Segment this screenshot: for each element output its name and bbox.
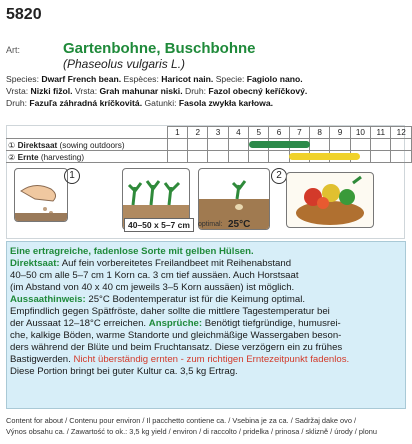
- desc-line-4: Aussaathinweis: 25°C Bodentemperatur ist für die Keimung optimal.: [10, 294, 305, 305]
- harvest-period-bar: [289, 153, 360, 160]
- row-label-harvest: ② Ernte (harvesting): [6, 151, 167, 163]
- art-label: Art:: [6, 45, 21, 55]
- month-10: 10: [350, 127, 370, 139]
- desc-line-8: ders während der Blüte und beim Fruchtansatz. Diese verzögern ein zu frühes: [10, 342, 343, 353]
- harvest-illustration: [286, 172, 374, 228]
- translation-line-3: Druh: Fazuľa záhradná kríčkovitá. Gatunki: Fasola zwykła karłowa.: [6, 98, 273, 108]
- desc-line-2: 40–50 cm alle 5–7 cm 1 Korn ca. 3 cm tief aussäen. Auch Horstsaat: [10, 270, 299, 281]
- month-5: 5: [249, 127, 269, 139]
- variety-code: 5820: [6, 6, 42, 23]
- month-11: 11: [371, 127, 391, 139]
- desc-line-6: der Aussaat 12–18°C erreichen. Ansprüche: Benötigt tiefgründige, humusrei-: [10, 318, 341, 329]
- month-2: 2: [188, 127, 208, 139]
- desc-line-1: Direktsaat: Auf fein vorbereitetes Freilandbeet mit Reihenabstand: [10, 258, 292, 269]
- calendar-row-sowing: [6, 139, 412, 151]
- calendar-header-row: [6, 127, 412, 139]
- vegetable-basket-icon: [287, 173, 373, 227]
- desc-line-7: che, kalkige Böden, warme Standorte und gleichmäßige Wassergaben beson-: [10, 330, 342, 341]
- month-8: 8: [310, 127, 330, 139]
- month-3: 3: [208, 127, 228, 139]
- step-1-icon: 1: [64, 168, 80, 184]
- month-1: 1: [167, 127, 187, 139]
- sowing-illustration: [14, 168, 68, 222]
- row-label-sowing: ① Direktsaat (sowing outdoors): [6, 139, 167, 151]
- spacing-label: 40–50 x 5–7 cm: [124, 218, 194, 232]
- hand-sowing-icon: [15, 169, 67, 221]
- temperature-value: 25°C: [228, 219, 251, 230]
- desc-line-5: Empfindlich gegen Spätfröste, daher sollte die mittlere Tagestemperatur bei: [10, 306, 330, 317]
- month-4: 4: [228, 127, 248, 139]
- desc-line-3: (im Abstand von 40 x 40 cm jeweils 3–5 Korn aussäen) ist möglich.: [10, 282, 295, 293]
- month-9: 9: [330, 127, 350, 139]
- footer-line-2: Výnos obsahu ca. / Zawartość to ok.: 3,5 kg yield / environ / di raccolto / pridelka / prinosa / sklizně / úrody / plonu: [6, 427, 377, 436]
- sowing-period-bar: [249, 141, 310, 148]
- translation-line-2: Vrsta: Nizki fižol. Vrsta: Grah mahunar niski. Druh: Fazol obecný keříčkový.: [6, 86, 308, 96]
- desc-line-10: Diese Portion bringt bei guter Kultur ca. 3,5 kg Ertrag.: [10, 366, 238, 377]
- month-6: 6: [269, 127, 289, 139]
- description-headline: Eine ertragreiche, fadenlose Sorte mit gelben Hülsen.: [10, 246, 254, 257]
- plant-name: Gartenbohne, Buschbohne: [63, 40, 256, 57]
- desc-line-9: Bastigwerden. Nicht überständig ernten - zum richtigen Erntezeitpunkt fadenlos.: [10, 354, 350, 365]
- optimal-label: optimal:: [198, 221, 223, 228]
- month-7: 7: [289, 127, 309, 139]
- latin-name: (Phaseolus vulgaris L.): [63, 57, 186, 71]
- step-2-icon: 2: [271, 168, 287, 184]
- footer-line-1: Content for about / Contenu pour environ / Il pacchetto contiene ca. / Vsebina je za ca. / Sadržaj dake ovo /: [6, 416, 357, 425]
- month-12: 12: [391, 127, 412, 139]
- translation-line-1: Species: Dwarf French bean. Espèces: Haricot nain. Specie: Fagiolo nano.: [6, 74, 303, 84]
